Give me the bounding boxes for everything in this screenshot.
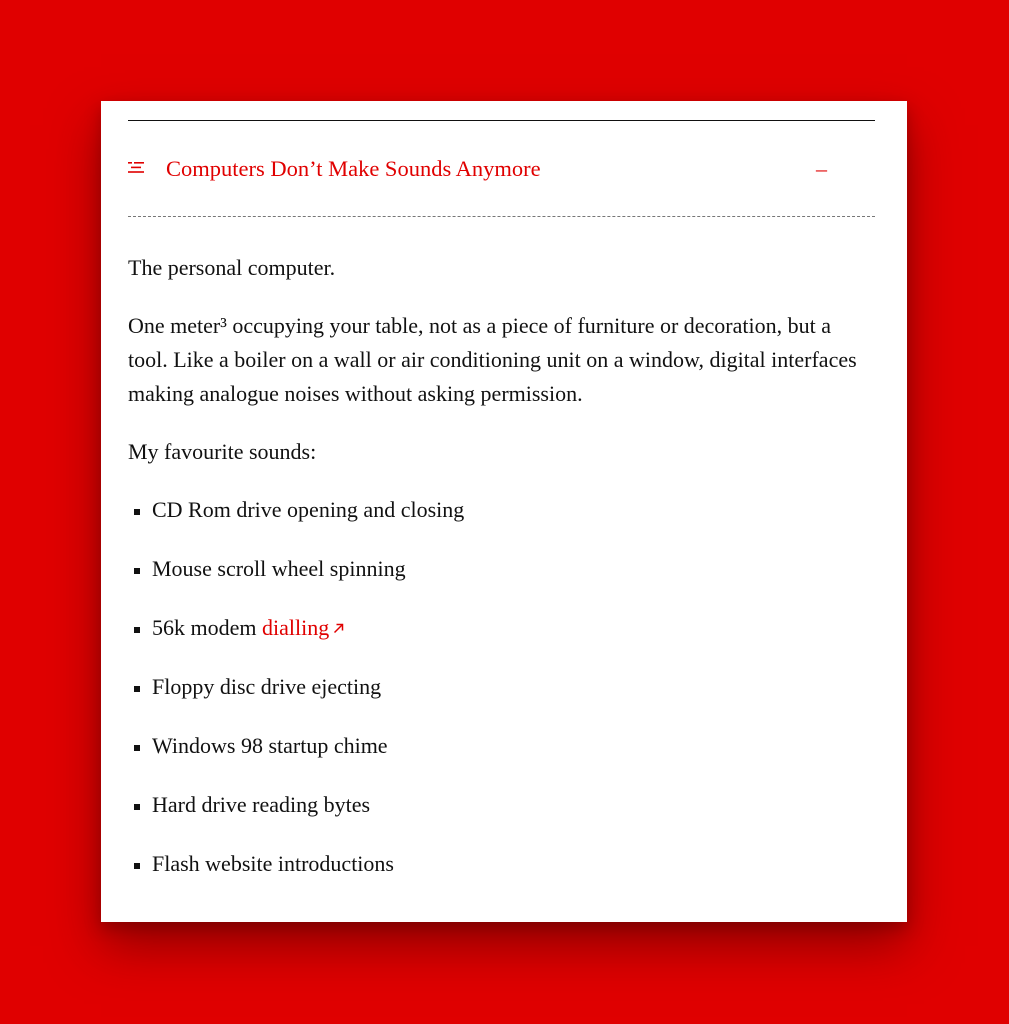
dialling-link[interactable] [262, 615, 344, 640]
article-header [128, 146, 875, 192]
intro-paragraph: The personal computer. [128, 255, 336, 280]
list-item-text: Windows 98 startup chime [152, 733, 388, 758]
hamburger-menu-icon[interactable] [128, 161, 144, 174]
list-heading: My favourite sounds: [128, 439, 317, 464]
header-divider [128, 216, 875, 217]
list-item-text: Floppy disc drive ejecting [152, 674, 382, 699]
square-bullet-icon [134, 863, 140, 869]
list-item [128, 670, 873, 704]
list-item [128, 493, 873, 527]
list-item [128, 729, 873, 763]
list-item-text: Flash website introductions [152, 851, 394, 876]
list-item-text: Hard drive reading bytes [152, 792, 371, 817]
square-bullet-icon [134, 509, 140, 515]
list-item [128, 552, 873, 586]
square-bullet-icon [134, 686, 140, 692]
list-item [128, 788, 873, 822]
square-bullet-icon [134, 568, 140, 574]
dialling-link-label[interactable]: dialling [262, 615, 330, 640]
square-bullet-icon [134, 804, 140, 810]
square-bullet-icon [134, 745, 140, 751]
list-item [128, 847, 873, 881]
collapse-button[interactable]: – [816, 156, 827, 181]
external-link-arrow-icon[interactable] [333, 623, 344, 634]
list-item [128, 611, 873, 645]
article-title[interactable]: Computers Don’t Make Sounds Anymore [166, 156, 541, 181]
list-item-text: Mouse scroll wheel spinning [152, 556, 406, 581]
article-card [101, 101, 907, 922]
square-bullet-icon [134, 627, 140, 633]
article-body [128, 251, 873, 906]
list-item-text: CD Rom drive opening and closing [152, 497, 465, 522]
description-paragraph: One meter³ occupying your table, not as a piece of furniture or decoration, but a tool. Like a boiler on a wall or air conditioning unit on a window, digital interfaces making analogue noises without asking permission. [128, 313, 857, 406]
favourite-sounds-list [128, 493, 873, 881]
list-item-text: 56k modem [152, 615, 262, 640]
top-divider [128, 120, 875, 121]
